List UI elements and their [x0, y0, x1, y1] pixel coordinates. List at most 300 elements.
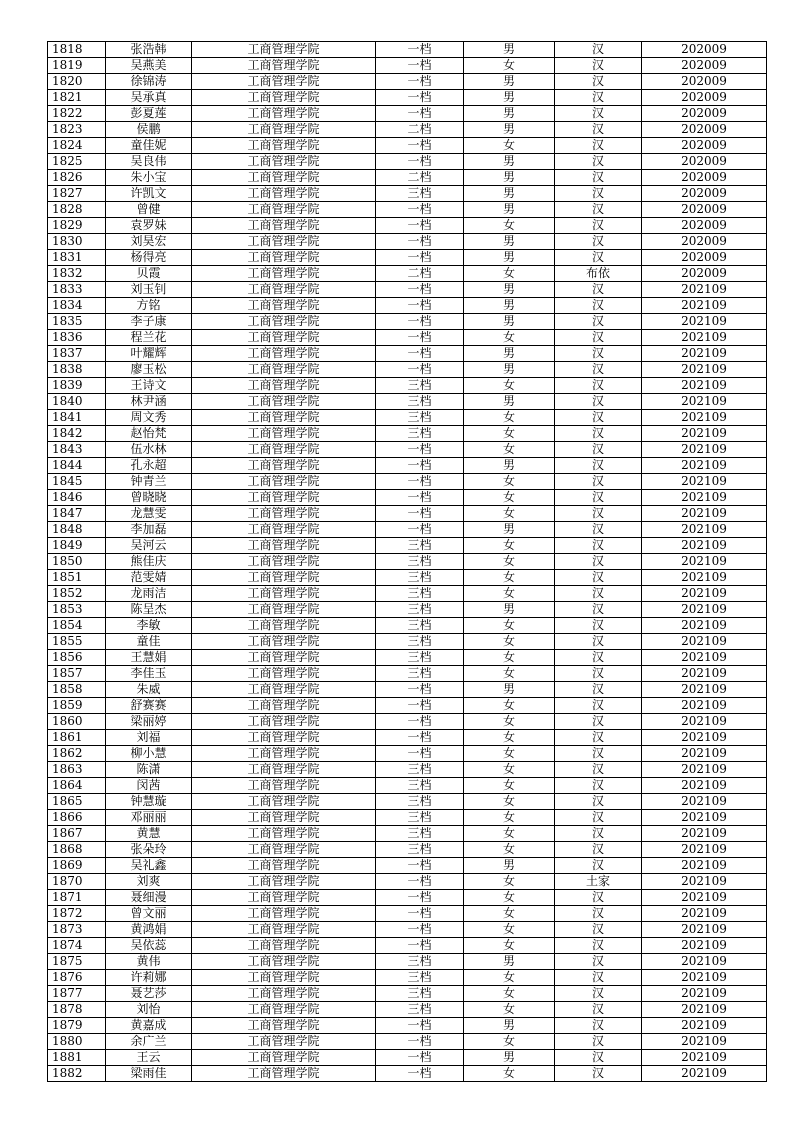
term-cell: 202109 — [642, 730, 767, 746]
row-number-cell: 1876 — [48, 970, 106, 986]
level-cell: 一档 — [376, 1050, 464, 1066]
college-cell: 工商管理学院 — [192, 554, 376, 570]
level-cell: 三档 — [376, 186, 464, 202]
ethnicity-cell: 汉 — [555, 746, 642, 762]
table-row — [48, 346, 767, 362]
gender-cell: 女 — [464, 698, 555, 714]
name-cell: 黄嘉成 — [106, 1018, 192, 1034]
level-cell: 三档 — [376, 410, 464, 426]
name-cell: 林尹涵 — [106, 394, 192, 410]
term-cell: 202109 — [642, 1050, 767, 1066]
term-cell: 202109 — [642, 330, 767, 346]
name-cell: 朱小宝 — [106, 170, 192, 186]
college-cell: 工商管理学院 — [192, 890, 376, 906]
row-number-cell: 1849 — [48, 538, 106, 554]
level-cell: 一档 — [376, 474, 464, 490]
table-row — [48, 682, 767, 698]
college-cell: 工商管理学院 — [192, 794, 376, 810]
gender-cell: 女 — [464, 762, 555, 778]
level-cell: 三档 — [376, 986, 464, 1002]
ethnicity-cell: 汉 — [555, 170, 642, 186]
ethnicity-cell: 汉 — [555, 74, 642, 90]
ethnicity-cell: 汉 — [555, 58, 642, 74]
term-cell: 202109 — [642, 506, 767, 522]
ethnicity-cell: 汉 — [555, 730, 642, 746]
term-cell: 202109 — [642, 938, 767, 954]
term-cell: 202009 — [642, 170, 767, 186]
table-row — [48, 58, 767, 74]
table-row — [48, 1002, 767, 1018]
term-cell: 202009 — [642, 234, 767, 250]
row-number-cell: 1860 — [48, 714, 106, 730]
name-cell: 杨得亮 — [106, 250, 192, 266]
ethnicity-cell: 汉 — [555, 826, 642, 842]
level-cell: 一档 — [376, 506, 464, 522]
level-cell: 一档 — [376, 890, 464, 906]
row-number-cell: 1875 — [48, 954, 106, 970]
ethnicity-cell: 汉 — [555, 362, 642, 378]
student-table — [47, 41, 767, 1082]
college-cell: 工商管理学院 — [192, 650, 376, 666]
name-cell: 黄慧 — [106, 826, 192, 842]
term-cell: 202109 — [642, 714, 767, 730]
ethnicity-cell: 汉 — [555, 122, 642, 138]
ethnicity-cell: 土家 — [555, 874, 642, 890]
gender-cell: 男 — [464, 1050, 555, 1066]
row-number-cell: 1880 — [48, 1034, 106, 1050]
college-cell: 工商管理学院 — [192, 266, 376, 282]
term-cell: 202009 — [642, 202, 767, 218]
ethnicity-cell: 汉 — [555, 922, 642, 938]
row-number-cell: 1850 — [48, 554, 106, 570]
name-cell: 吴良伟 — [106, 154, 192, 170]
term-cell: 202109 — [642, 362, 767, 378]
gender-cell: 女 — [464, 442, 555, 458]
name-cell: 廖玉松 — [106, 362, 192, 378]
table-row — [48, 938, 767, 954]
name-cell: 叶耀辉 — [106, 346, 192, 362]
level-cell: 一档 — [376, 730, 464, 746]
college-cell: 工商管理学院 — [192, 42, 376, 58]
name-cell: 吴礼鑫 — [106, 858, 192, 874]
gender-cell: 男 — [464, 90, 555, 106]
ethnicity-cell: 汉 — [555, 938, 642, 954]
level-cell: 一档 — [376, 442, 464, 458]
name-cell: 李敏 — [106, 618, 192, 634]
name-cell: 刘玉钊 — [106, 282, 192, 298]
level-cell: 一档 — [376, 330, 464, 346]
college-cell: 工商管理学院 — [192, 570, 376, 586]
college-cell: 工商管理学院 — [192, 938, 376, 954]
college-cell: 工商管理学院 — [192, 442, 376, 458]
level-cell: 三档 — [376, 970, 464, 986]
level-cell: 一档 — [376, 282, 464, 298]
row-number-cell: 1859 — [48, 698, 106, 714]
term-cell: 202109 — [642, 586, 767, 602]
college-cell: 工商管理学院 — [192, 842, 376, 858]
row-number-cell: 1839 — [48, 378, 106, 394]
level-cell: 一档 — [376, 346, 464, 362]
row-number-cell: 1857 — [48, 666, 106, 682]
gender-cell: 女 — [464, 570, 555, 586]
ethnicity-cell: 汉 — [555, 1066, 642, 1082]
term-cell: 202109 — [642, 474, 767, 490]
term-cell: 202109 — [642, 794, 767, 810]
row-number-cell: 1830 — [48, 234, 106, 250]
term-cell: 202109 — [642, 858, 767, 874]
level-cell: 三档 — [376, 378, 464, 394]
ethnicity-cell: 汉 — [555, 554, 642, 570]
college-cell: 工商管理学院 — [192, 58, 376, 74]
gender-cell: 女 — [464, 730, 555, 746]
table-row — [48, 858, 767, 874]
college-cell: 工商管理学院 — [192, 874, 376, 890]
table-row — [48, 458, 767, 474]
gender-cell: 男 — [464, 234, 555, 250]
name-cell: 吴依蕊 — [106, 938, 192, 954]
table-row — [48, 202, 767, 218]
gender-cell: 女 — [464, 410, 555, 426]
level-cell: 三档 — [376, 650, 464, 666]
college-cell: 工商管理学院 — [192, 538, 376, 554]
ethnicity-cell: 汉 — [555, 858, 642, 874]
row-number-cell: 1844 — [48, 458, 106, 474]
row-number-cell: 1872 — [48, 906, 106, 922]
level-cell: 三档 — [376, 954, 464, 970]
college-cell: 工商管理学院 — [192, 90, 376, 106]
term-cell: 202109 — [642, 922, 767, 938]
gender-cell: 女 — [464, 378, 555, 394]
gender-cell: 女 — [464, 938, 555, 954]
term-cell: 202109 — [642, 634, 767, 650]
table-row — [48, 506, 767, 522]
gender-cell: 女 — [464, 618, 555, 634]
gender-cell: 男 — [464, 122, 555, 138]
term-cell: 202109 — [642, 650, 767, 666]
name-cell: 陈潇 — [106, 762, 192, 778]
college-cell: 工商管理学院 — [192, 458, 376, 474]
gender-cell: 女 — [464, 922, 555, 938]
college-cell: 工商管理学院 — [192, 746, 376, 762]
gender-cell: 女 — [464, 138, 555, 154]
gender-cell: 女 — [464, 586, 555, 602]
gender-cell: 男 — [464, 314, 555, 330]
ethnicity-cell: 汉 — [555, 202, 642, 218]
table-row — [48, 986, 767, 1002]
term-cell: 202109 — [642, 1066, 767, 1082]
college-cell: 工商管理学院 — [192, 410, 376, 426]
college-cell: 工商管理学院 — [192, 906, 376, 922]
student-table-body — [48, 42, 767, 1082]
ethnicity-cell: 汉 — [555, 906, 642, 922]
level-cell: 三档 — [376, 538, 464, 554]
level-cell: 一档 — [376, 698, 464, 714]
name-cell: 侯鹏 — [106, 122, 192, 138]
ethnicity-cell: 汉 — [555, 842, 642, 858]
row-number-cell: 1881 — [48, 1050, 106, 1066]
college-cell: 工商管理学院 — [192, 762, 376, 778]
level-cell: 二档 — [376, 122, 464, 138]
ethnicity-cell: 汉 — [555, 506, 642, 522]
level-cell: 三档 — [376, 842, 464, 858]
row-number-cell: 1864 — [48, 778, 106, 794]
name-cell: 张浩韩 — [106, 42, 192, 58]
row-number-cell: 1871 — [48, 890, 106, 906]
name-cell: 王云 — [106, 1050, 192, 1066]
gender-cell: 男 — [464, 282, 555, 298]
table-row — [48, 410, 767, 426]
term-cell: 202109 — [642, 666, 767, 682]
ethnicity-cell: 汉 — [555, 394, 642, 410]
table-row — [48, 106, 767, 122]
college-cell: 工商管理学院 — [192, 1050, 376, 1066]
ethnicity-cell: 汉 — [555, 634, 642, 650]
ethnicity-cell: 汉 — [555, 682, 642, 698]
ethnicity-cell: 汉 — [555, 234, 642, 250]
term-cell: 202009 — [642, 90, 767, 106]
college-cell: 工商管理学院 — [192, 202, 376, 218]
term-cell: 202109 — [642, 314, 767, 330]
row-number-cell: 1843 — [48, 442, 106, 458]
name-cell: 刘爽 — [106, 874, 192, 890]
ethnicity-cell: 汉 — [555, 570, 642, 586]
college-cell: 工商管理学院 — [192, 426, 376, 442]
college-cell: 工商管理学院 — [192, 522, 376, 538]
name-cell: 邓丽丽 — [106, 810, 192, 826]
row-number-cell: 1829 — [48, 218, 106, 234]
term-cell: 202109 — [642, 746, 767, 762]
table-row — [48, 330, 767, 346]
ethnicity-cell: 汉 — [555, 890, 642, 906]
level-cell: 一档 — [376, 362, 464, 378]
name-cell: 范雯婧 — [106, 570, 192, 586]
row-number-cell: 1851 — [48, 570, 106, 586]
table-row — [48, 570, 767, 586]
ethnicity-cell: 汉 — [555, 698, 642, 714]
row-number-cell: 1866 — [48, 810, 106, 826]
level-cell: 三档 — [376, 762, 464, 778]
name-cell: 吴燕美 — [106, 58, 192, 74]
term-cell: 202109 — [642, 570, 767, 586]
level-cell: 一档 — [376, 938, 464, 954]
gender-cell: 男 — [464, 682, 555, 698]
college-cell: 工商管理学院 — [192, 682, 376, 698]
gender-cell: 女 — [464, 218, 555, 234]
college-cell: 工商管理学院 — [192, 922, 376, 938]
ethnicity-cell: 布依 — [555, 266, 642, 282]
ethnicity-cell: 汉 — [555, 794, 642, 810]
gender-cell: 女 — [464, 330, 555, 346]
level-cell: 一档 — [376, 234, 464, 250]
table-row — [48, 298, 767, 314]
level-cell: 二档 — [376, 266, 464, 282]
row-number-cell: 1827 — [48, 186, 106, 202]
level-cell: 三档 — [376, 618, 464, 634]
term-cell: 202109 — [642, 442, 767, 458]
college-cell: 工商管理学院 — [192, 602, 376, 618]
table-row — [48, 234, 767, 250]
table-row — [48, 1050, 767, 1066]
gender-cell: 男 — [464, 250, 555, 266]
name-cell: 王诗文 — [106, 378, 192, 394]
level-cell: 一档 — [376, 154, 464, 170]
level-cell: 一档 — [376, 522, 464, 538]
name-cell: 钟青兰 — [106, 474, 192, 490]
level-cell: 一档 — [376, 314, 464, 330]
table-row — [48, 874, 767, 890]
table-row — [48, 218, 767, 234]
level-cell: 一档 — [376, 74, 464, 90]
table-row — [48, 778, 767, 794]
name-cell: 余广兰 — [106, 1034, 192, 1050]
level-cell: 一档 — [376, 138, 464, 154]
name-cell: 贝霞 — [106, 266, 192, 282]
term-cell: 202109 — [642, 410, 767, 426]
row-number-cell: 1838 — [48, 362, 106, 378]
table-row — [48, 554, 767, 570]
name-cell: 刘怡 — [106, 1002, 192, 1018]
table-row — [48, 618, 767, 634]
level-cell: 一档 — [376, 906, 464, 922]
name-cell: 袁罗妹 — [106, 218, 192, 234]
gender-cell: 女 — [464, 58, 555, 74]
gender-cell: 男 — [464, 42, 555, 58]
gender-cell: 女 — [464, 746, 555, 762]
name-cell: 曾健 — [106, 202, 192, 218]
term-cell: 202109 — [642, 682, 767, 698]
table-row — [48, 730, 767, 746]
row-number-cell: 1865 — [48, 794, 106, 810]
name-cell: 吴河云 — [106, 538, 192, 554]
table-row — [48, 1034, 767, 1050]
row-number-cell: 1868 — [48, 842, 106, 858]
ethnicity-cell: 汉 — [555, 138, 642, 154]
term-cell: 202109 — [642, 490, 767, 506]
ethnicity-cell: 汉 — [555, 1050, 642, 1066]
level-cell: 一档 — [376, 106, 464, 122]
name-cell: 彭夏莲 — [106, 106, 192, 122]
ethnicity-cell: 汉 — [555, 778, 642, 794]
name-cell: 李加磊 — [106, 522, 192, 538]
ethnicity-cell: 汉 — [555, 298, 642, 314]
college-cell: 工商管理学院 — [192, 106, 376, 122]
term-cell: 202109 — [642, 906, 767, 922]
college-cell: 工商管理学院 — [192, 954, 376, 970]
table-row — [48, 970, 767, 986]
table-row — [48, 522, 767, 538]
term-cell: 202109 — [642, 554, 767, 570]
college-cell: 工商管理学院 — [192, 346, 376, 362]
name-cell: 张朵玲 — [106, 842, 192, 858]
level-cell: 三档 — [376, 570, 464, 586]
term-cell: 202009 — [642, 186, 767, 202]
college-cell: 工商管理学院 — [192, 138, 376, 154]
ethnicity-cell: 汉 — [555, 538, 642, 554]
row-number-cell: 1823 — [48, 122, 106, 138]
level-cell: 一档 — [376, 58, 464, 74]
row-number-cell: 1824 — [48, 138, 106, 154]
term-cell: 202109 — [642, 826, 767, 842]
level-cell: 三档 — [376, 602, 464, 618]
college-cell: 工商管理学院 — [192, 170, 376, 186]
table-row — [48, 586, 767, 602]
name-cell: 童佳 — [106, 634, 192, 650]
level-cell: 一档 — [376, 458, 464, 474]
ethnicity-cell: 汉 — [555, 666, 642, 682]
term-cell: 202109 — [642, 810, 767, 826]
table-row — [48, 746, 767, 762]
table-row — [48, 266, 767, 282]
row-number-cell: 1855 — [48, 634, 106, 650]
term-cell: 202109 — [642, 618, 767, 634]
name-cell: 聂艺莎 — [106, 986, 192, 1002]
row-number-cell: 1867 — [48, 826, 106, 842]
college-cell: 工商管理学院 — [192, 1002, 376, 1018]
name-cell: 徐锦涛 — [106, 74, 192, 90]
term-cell: 202109 — [642, 842, 767, 858]
gender-cell: 男 — [464, 346, 555, 362]
term-cell: 202009 — [642, 138, 767, 154]
level-cell: 一档 — [376, 874, 464, 890]
name-cell: 李佳玉 — [106, 666, 192, 682]
row-number-cell: 1822 — [48, 106, 106, 122]
row-number-cell: 1841 — [48, 410, 106, 426]
gender-cell: 女 — [464, 842, 555, 858]
row-number-cell: 1853 — [48, 602, 106, 618]
college-cell: 工商管理学院 — [192, 314, 376, 330]
table-row — [48, 442, 767, 458]
gender-cell: 女 — [464, 778, 555, 794]
row-number-cell: 1836 — [48, 330, 106, 346]
level-cell: 一档 — [376, 858, 464, 874]
gender-cell: 男 — [464, 458, 555, 474]
row-number-cell: 1878 — [48, 1002, 106, 1018]
name-cell: 赵怡梵 — [106, 426, 192, 442]
ethnicity-cell: 汉 — [555, 970, 642, 986]
table-row — [48, 314, 767, 330]
ethnicity-cell: 汉 — [555, 714, 642, 730]
gender-cell: 女 — [464, 634, 555, 650]
ethnicity-cell: 汉 — [555, 618, 642, 634]
college-cell: 工商管理学院 — [192, 282, 376, 298]
gender-cell: 女 — [464, 266, 555, 282]
level-cell: 三档 — [376, 1002, 464, 1018]
level-cell: 三档 — [376, 426, 464, 442]
row-number-cell: 1818 — [48, 42, 106, 58]
level-cell: 一档 — [376, 1018, 464, 1034]
name-cell: 闵茜 — [106, 778, 192, 794]
level-cell: 三档 — [376, 778, 464, 794]
row-number-cell: 1837 — [48, 346, 106, 362]
row-number-cell: 1834 — [48, 298, 106, 314]
row-number-cell: 1828 — [48, 202, 106, 218]
table-row — [48, 90, 767, 106]
name-cell: 吴承真 — [106, 90, 192, 106]
row-number-cell: 1854 — [48, 618, 106, 634]
name-cell: 刘昊宏 — [106, 234, 192, 250]
college-cell: 工商管理学院 — [192, 730, 376, 746]
name-cell: 周文秀 — [106, 410, 192, 426]
college-cell: 工商管理学院 — [192, 378, 376, 394]
gender-cell: 男 — [464, 154, 555, 170]
row-number-cell: 1840 — [48, 394, 106, 410]
row-number-cell: 1848 — [48, 522, 106, 538]
level-cell: 三档 — [376, 810, 464, 826]
ethnicity-cell: 汉 — [555, 458, 642, 474]
name-cell: 黄鸿娟 — [106, 922, 192, 938]
gender-cell: 女 — [464, 970, 555, 986]
level-cell: 一档 — [376, 90, 464, 106]
